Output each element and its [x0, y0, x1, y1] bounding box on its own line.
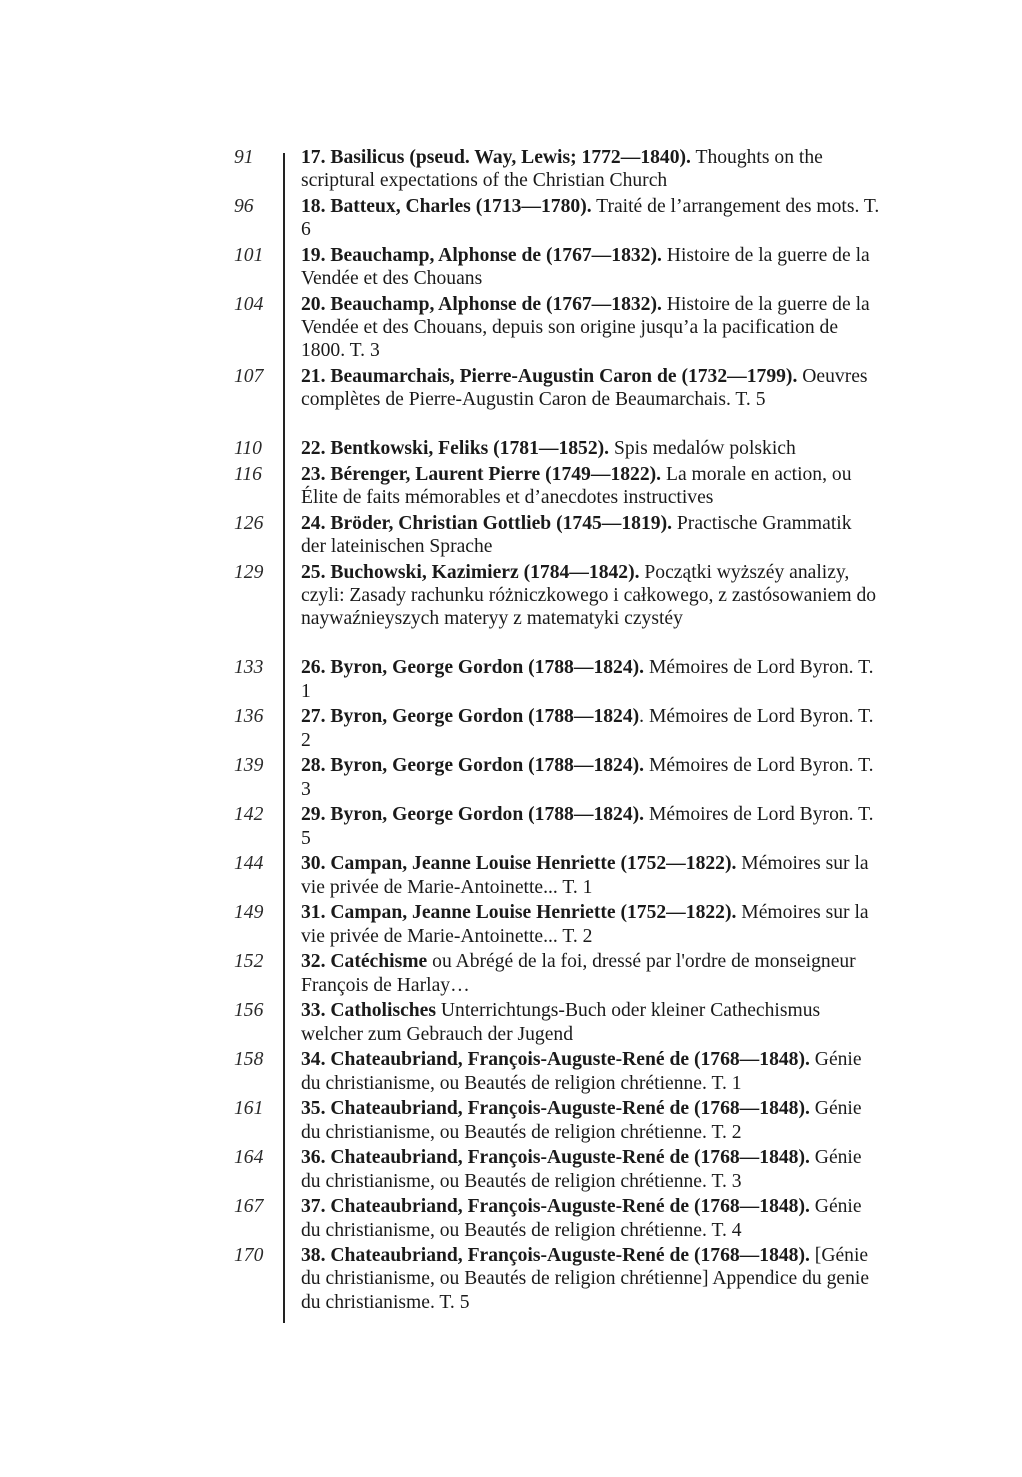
page-number: 110	[234, 438, 262, 460]
toc-entry	[0, 1244, 1022, 1314]
page-number: 139	[234, 755, 264, 777]
toc-entry	[0, 901, 1022, 947]
entry-heading: 17. Basilicus (pseud. Way, Lewis; 1772—1840).	[301, 147, 691, 168]
entry-title: Spis medalów polskich	[609, 438, 796, 460]
toc-entry	[0, 1097, 1022, 1143]
toc-entry	[0, 999, 1022, 1045]
entry-text	[301, 293, 881, 363]
entry-text	[301, 146, 881, 192]
page-number: 107	[234, 366, 264, 388]
toc-entry	[0, 1146, 1022, 1192]
entry-heading: 20. Beauchamp, Alphonse de (1767—1832).	[301, 293, 662, 315]
page-number: 136	[234, 706, 264, 728]
entry-heading: 36. Chateaubriand, François-Auguste-René de (1768—1848).	[301, 1147, 810, 1169]
entry-text	[301, 999, 881, 1045]
entry-text	[301, 803, 881, 849]
entry-heading: 26. Byron, George Gordon (1788—1824).	[301, 657, 645, 679]
toc-entry	[0, 195, 1022, 241]
entry-title: Histoire de la guerre de la Vendée et des Chouans, depuis son origine jusqu’a la pacification de 1800. T. 3	[301, 293, 870, 362]
toc-entry	[0, 705, 1022, 751]
entry-title: Mémoires de Lord Byron. T. 3	[301, 755, 874, 800]
page-number: 164	[234, 1147, 264, 1169]
page-number: 91	[234, 147, 254, 168]
page-number: 161	[234, 1098, 264, 1120]
entry-heading: 29. Byron, George Gordon (1788—1824).	[301, 804, 645, 826]
entry-text	[301, 365, 881, 411]
entry-text	[301, 852, 881, 898]
entry-heading: 35. Chateaubriand, François-Auguste-René de (1768—1848).	[301, 1098, 810, 1120]
toc-entry	[0, 561, 1022, 654]
entry-text	[301, 656, 881, 702]
page-number: 126	[234, 513, 264, 535]
entry-title: Unterrichtungs-Buch oder kleiner Cathechismus welcher zum Gebrauch der Jugend	[301, 1000, 821, 1045]
entry-heading: 28. Byron, George Gordon (1788—1824).	[301, 755, 645, 777]
toc-entry	[0, 437, 1022, 460]
entry-title: Génie du christianisme, ou Beautés de religion chrétienne. T. 4	[301, 1196, 862, 1241]
page-number: 142	[234, 804, 264, 826]
entry-text	[301, 195, 881, 241]
entry-title: La morale en action, ou Élite de faits mémorables et d’anecdotes instructives	[301, 464, 852, 509]
entry-title: ou Abrégé de la foi, dressé par l'ordre de monseigneur François de Harlay…	[301, 951, 856, 996]
entry-heading: 31. Campan, Jeanne Louise Henriette (1752—1822).	[301, 902, 737, 924]
page-number: 96	[234, 195, 254, 217]
entry-heading: 23. Bérenger, Laurent Pierre (1749—1822).	[301, 464, 662, 486]
entry-heading: 18. Batteux, Charles (1713—1780).	[301, 195, 592, 217]
toc-entry	[0, 244, 1022, 290]
entry-text	[301, 1048, 881, 1094]
entry-title: Mémoires de Lord Byron. T. 1	[301, 657, 874, 702]
entry-title: . Mémoires de Lord Byron. T. 2	[301, 706, 874, 751]
toc-entry	[0, 146, 1022, 192]
entry-text	[301, 463, 881, 509]
toc-entry	[0, 293, 1022, 363]
toc-entry	[0, 512, 1022, 558]
toc-entry	[0, 754, 1022, 800]
table-of-contents	[0, 146, 1022, 1316]
entry-heading: 32. Catéchisme	[301, 951, 428, 973]
entry-text	[301, 705, 881, 751]
entry-text	[301, 950, 881, 996]
page-number: 152	[234, 951, 264, 973]
entry-title: Oeuvres complètes de Pierre-Augustin Caron de Beaumarchais. T. 5	[301, 366, 868, 411]
entry-title: Mémoires sur la vie privée de Marie-Antoinette... T. 2	[301, 902, 869, 947]
entry-text	[301, 1244, 881, 1314]
entry-heading: 37. Chateaubriand, François-Auguste-René de (1768—1848).	[301, 1196, 810, 1218]
entry-heading: 30. Campan, Jeanne Louise Henriette (1752—1822).	[301, 853, 737, 875]
toc-entry	[0, 1195, 1022, 1241]
entry-text	[301, 244, 881, 290]
page-number: 129	[234, 562, 264, 584]
entry-heading: 22. Bentkowski, Feliks (1781—1852).	[301, 438, 610, 460]
toc-entry	[0, 950, 1022, 996]
entry-title: Histoire de la guerre de la Vendée et des Chouans	[301, 244, 870, 290]
entry-title: [Génie du christianisme, ou Beautés de religion chrétienne] Appendice du genie du christianisme. T. 5	[301, 1245, 870, 1313]
entry-title: Génie du christianisme, ou Beautés de religion chrétienne. T. 3	[301, 1147, 862, 1192]
entry-text	[301, 437, 881, 460]
entry-heading: 27. Byron, George Gordon (1788—1824)	[301, 706, 640, 728]
entry-title: Mémoires de Lord Byron. T. 5	[301, 804, 874, 849]
entry-text	[301, 512, 881, 558]
page-number: 101	[234, 244, 264, 266]
toc-entry	[0, 656, 1022, 702]
entry-text	[301, 1195, 881, 1241]
entry-heading: 19. Beauchamp, Alphonse de (1767—1832).	[301, 244, 662, 266]
page-number: 116	[234, 464, 262, 486]
entry-heading: 24. Bröder, Christian Gottlieb (1745—1819).	[301, 513, 672, 535]
page-number: 133	[234, 657, 264, 679]
page-number: 170	[234, 1245, 264, 1267]
entry-title: Practische Grammatik der lateinischen Sprache	[301, 513, 852, 558]
entry-text	[301, 1146, 881, 1192]
page-number: 158	[234, 1049, 264, 1071]
page-number: 104	[234, 293, 264, 315]
toc-entry	[0, 803, 1022, 849]
entry-heading: 34. Chateaubriand, François-Auguste-René de (1768—1848).	[301, 1049, 810, 1071]
entry-text	[301, 754, 881, 800]
toc-entry	[0, 463, 1022, 509]
page-number: 149	[234, 902, 264, 924]
toc-entry	[0, 1048, 1022, 1094]
entry-heading: 25. Buchowski, Kazimierz (1784—1842).	[301, 562, 640, 584]
entry-text	[301, 901, 881, 947]
entry-title: Mémoires sur la vie privée de Marie-Antoinette... T. 1	[301, 853, 869, 898]
toc-entry	[0, 852, 1022, 898]
entry-text	[301, 561, 881, 631]
entry-title: Traité de l’arrangement des mots. T. 6	[301, 195, 880, 241]
page-number: 144	[234, 853, 264, 875]
entry-heading: 33. Catholisches	[301, 1000, 436, 1022]
entry-title: Génie du christianisme, ou Beautés de religion chrétienne. T. 1	[301, 1049, 862, 1094]
entry-heading: 38. Chateaubriand, François-Auguste-René de (1768—1848).	[301, 1245, 810, 1267]
page-number: 167	[234, 1196, 264, 1218]
entry-text	[301, 1097, 881, 1143]
page-number: 156	[234, 1000, 264, 1022]
entry-title: Thoughts on the scriptural expectations of the Christian Church	[301, 147, 823, 192]
entry-title: Génie du christianisme, ou Beautés de religion chrétienne. T. 2	[301, 1098, 862, 1143]
entry-heading: 21. Beaumarchais, Pierre-Augustin Caron de (1732—1799).	[301, 366, 798, 388]
toc-entry	[0, 365, 1022, 435]
entry-title: Początki wyższéy analizy, czyli: Zasady rachunku różniczkowego i całkowego, z zastósowaniem do naywaźnieyszych materyy z matematyki czystéy	[301, 562, 877, 630]
